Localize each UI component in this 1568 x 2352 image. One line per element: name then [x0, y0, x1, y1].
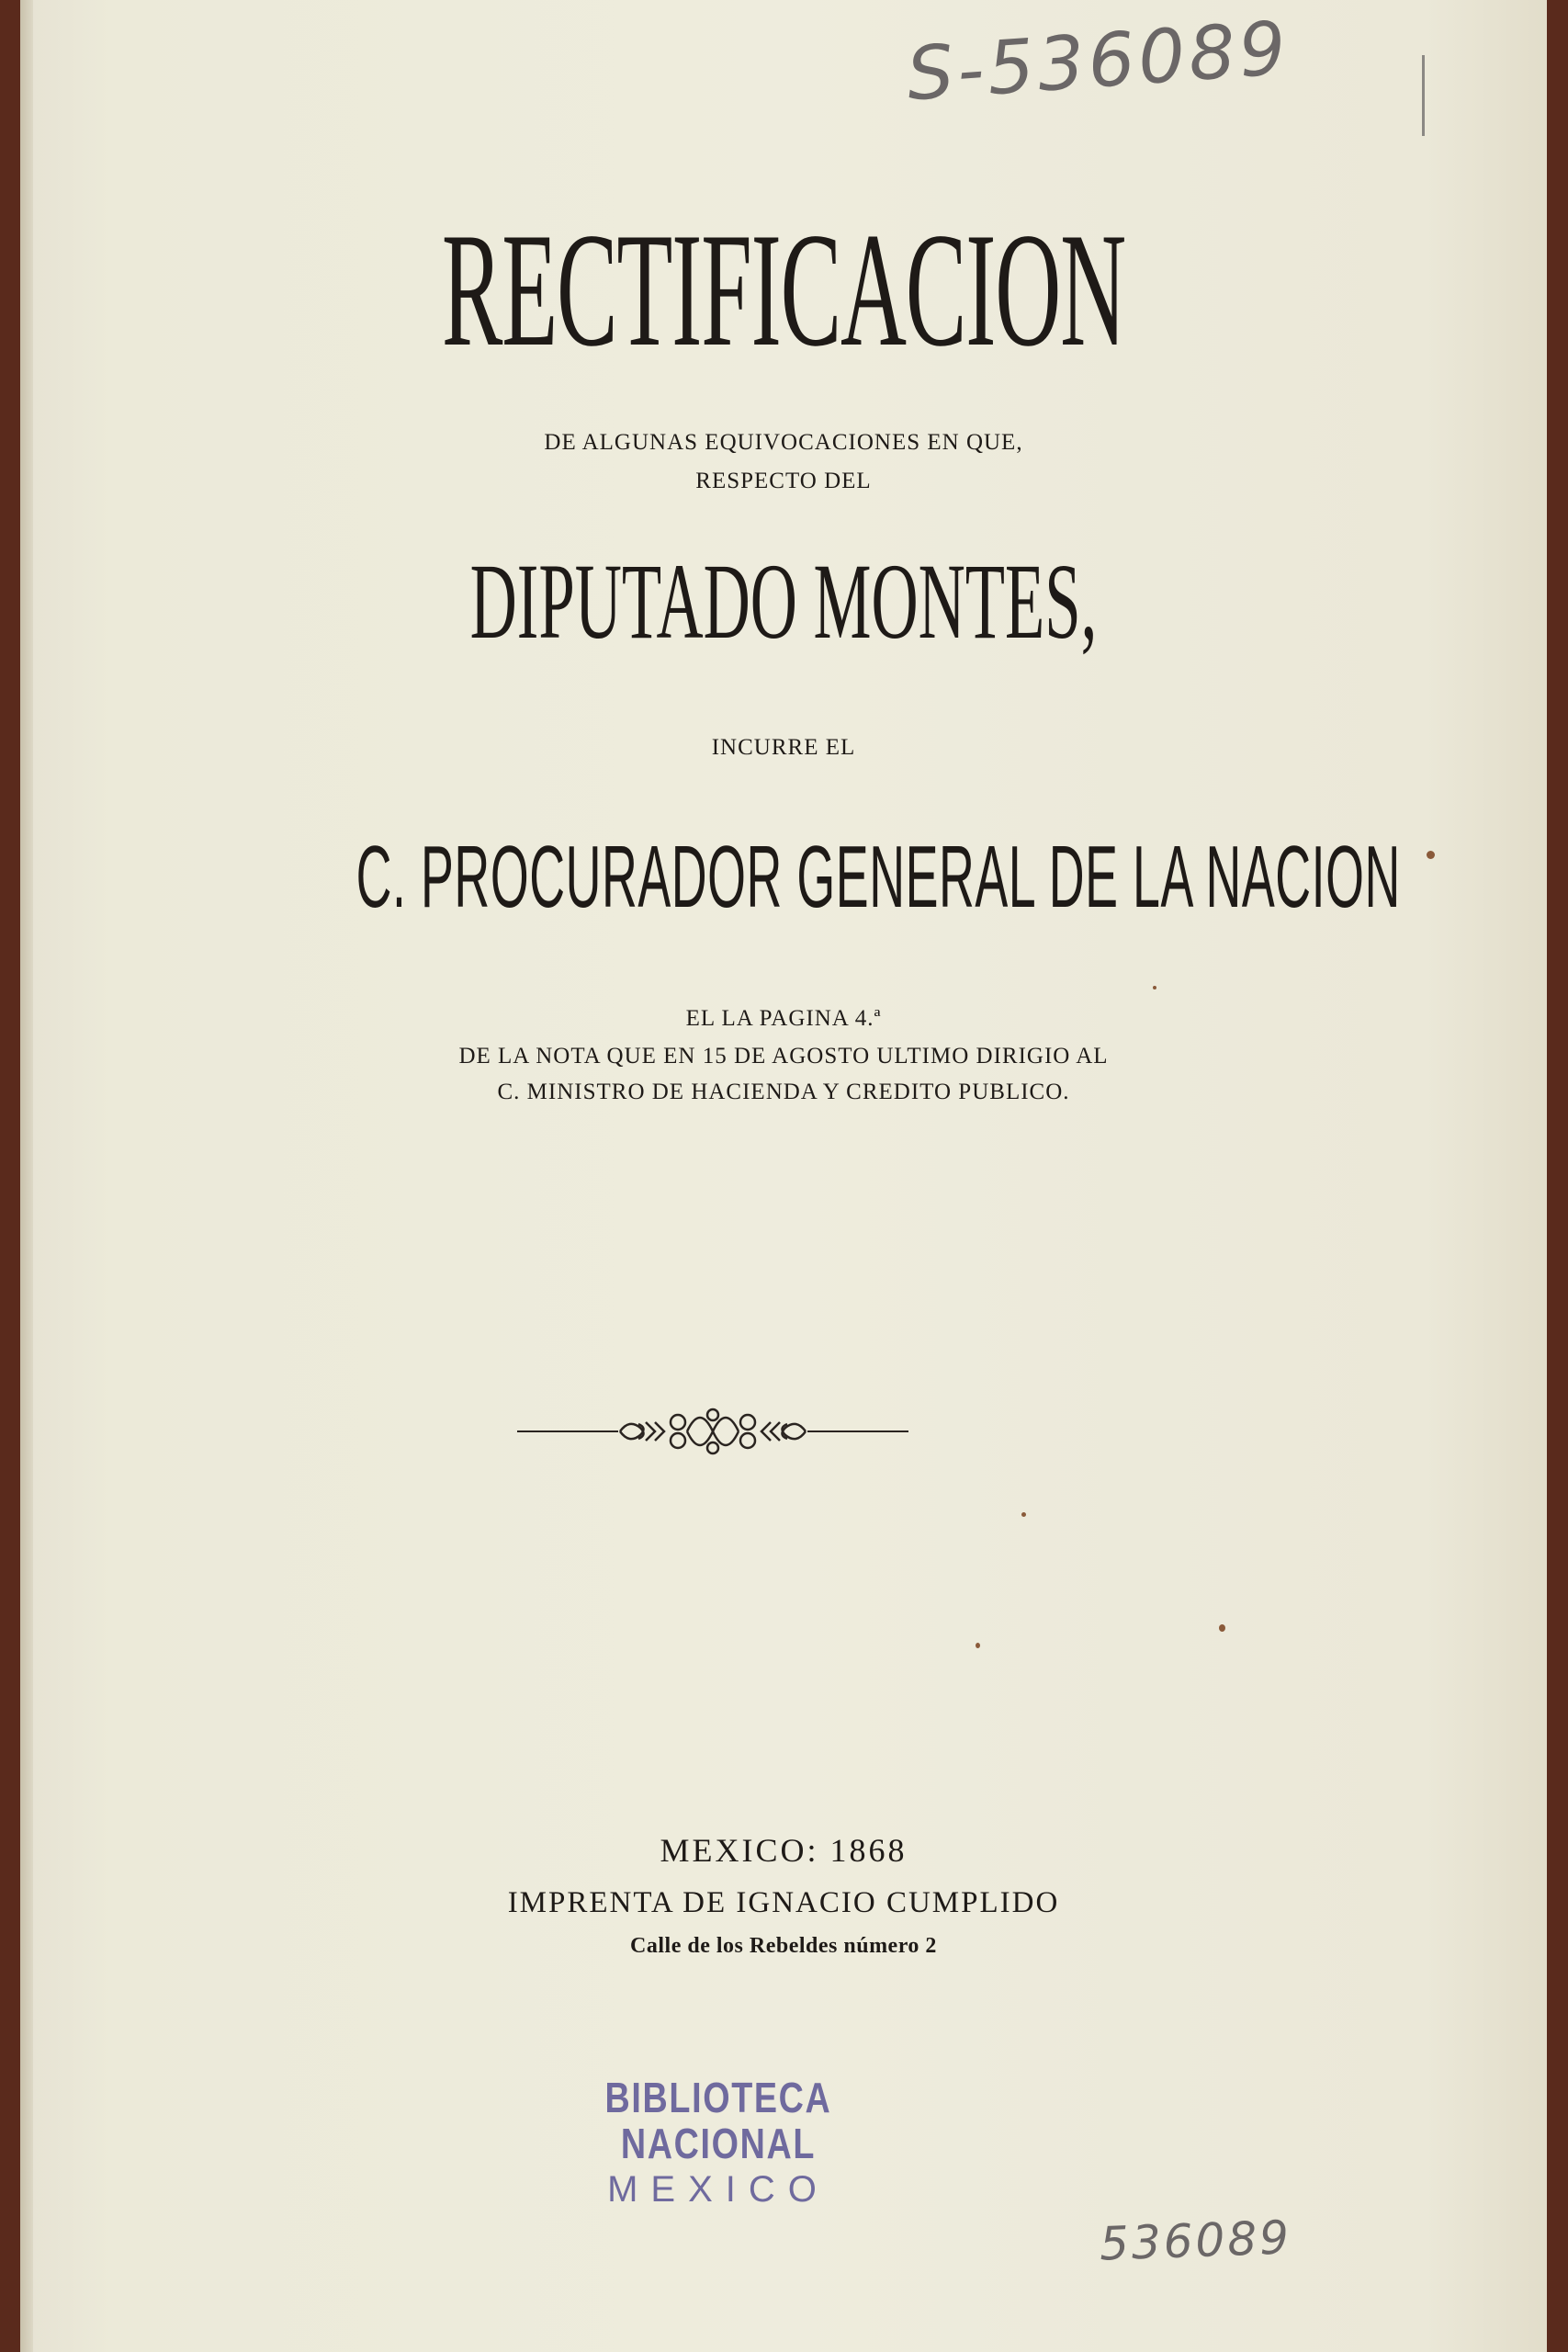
document-title: RECTIFICACION: [441, 198, 1126, 380]
library-stamp: [498, 2075, 939, 2212]
paper-speck: [1427, 851, 1435, 859]
decorative-ornament: [517, 1395, 908, 1468]
official-title: C. PROCURADOR GENERAL DE LA NACION: [355, 828, 1401, 926]
paper-speck: [1219, 1624, 1225, 1632]
paper-speck: [1021, 1512, 1026, 1517]
stamp-line-1: BIBLIOTECA NACIONAL: [604, 2074, 832, 2167]
stamp-line-2: MEXICO: [607, 2169, 829, 2210]
imprint-printer: IMPRENTA DE IGNACIO CUMPLIDO: [507, 1886, 1060, 1919]
deputy-name: DIPUTADO MONTES,: [469, 541, 1098, 662]
paper-speck: [1153, 986, 1156, 989]
subtitle-line-1: DE ALGUNAS EQUIVOCACIONES EN QUE,: [544, 430, 1023, 455]
paper-speck: [976, 1643, 980, 1648]
note-line-2: DE LA NOTA QUE EN 15 DE AGOSTO ULTIMO DIRIGIO AL: [458, 1044, 1109, 1069]
pencil-mark: [1422, 55, 1425, 136]
imprint-address: Calle de los Rebeldes número 2: [630, 1934, 937, 1958]
page-binding-edge: [20, 0, 33, 2352]
imprint-place-year: MEXICO: 1868: [660, 1832, 908, 1869]
handwritten-call-number-top: S-536089: [904, 5, 1292, 118]
title-page: [20, 0, 1547, 2352]
handwritten-call-number-bottom: 536089: [1099, 2211, 1292, 2271]
note-line-1: EL LA PAGINA 4.ª: [685, 1006, 882, 1031]
connector-text: INCURRE EL: [711, 735, 856, 760]
note-line-3: C. MINISTRO DE HACIENDA Y CREDITO PUBLICO.: [497, 1080, 1070, 1104]
subtitle-line-2: RESPECTO DEL: [695, 469, 872, 493]
